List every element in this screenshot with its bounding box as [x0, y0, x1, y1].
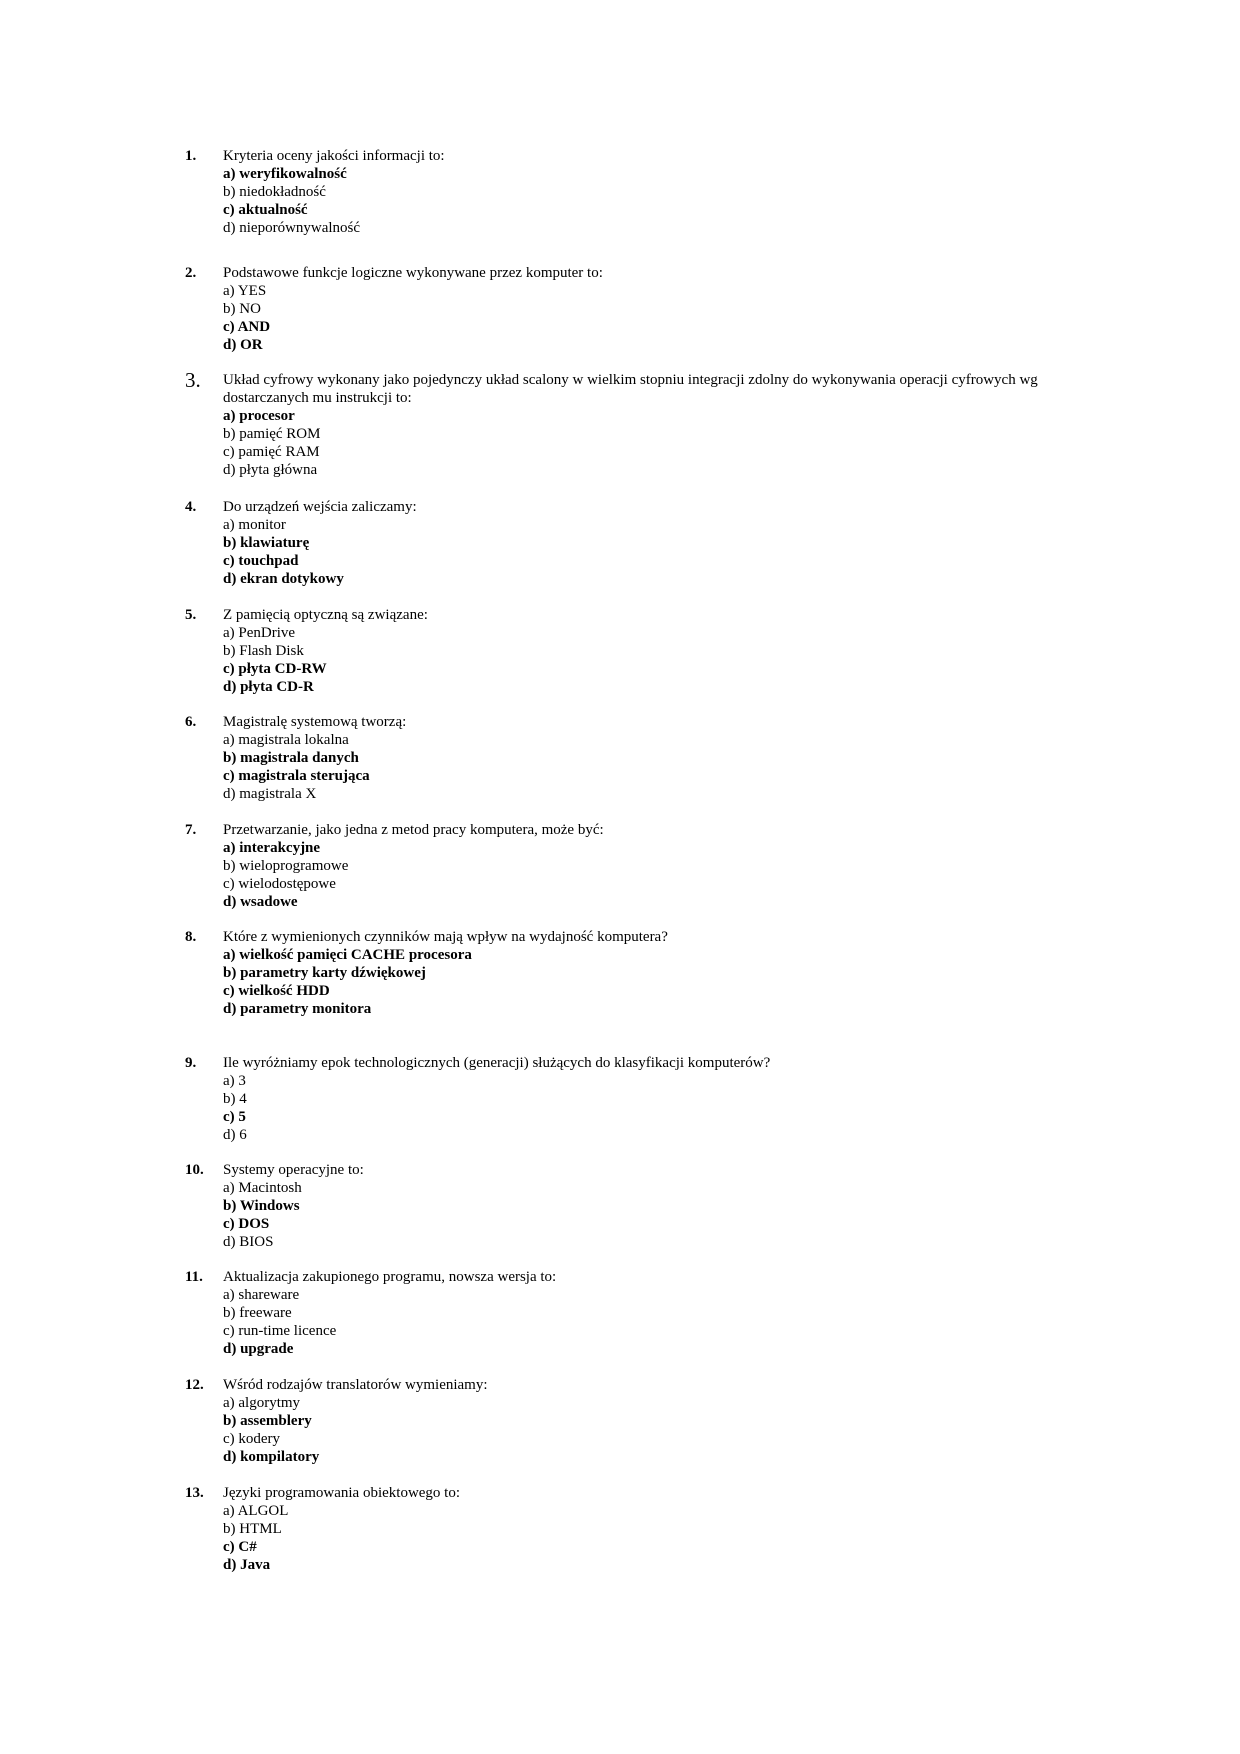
answer-option: c) płyta CD-RW — [223, 661, 327, 677]
answer-option: c) DOS — [223, 1216, 270, 1232]
answer-options — [185, 731, 1090, 803]
answer-options — [185, 1286, 1090, 1358]
answer-option: a) YES — [223, 283, 267, 299]
question-number: 5. — [185, 607, 197, 623]
question-text: Kryteria oceny jakości informacji to: — [223, 148, 445, 164]
question-text: Ile wyróżniamy epok technologicznych (generacji) służących do klasyfikacji komputerów? — [223, 1055, 771, 1071]
answer-options — [185, 946, 1090, 1018]
answer-option: d) płyta CD-R — [223, 679, 314, 695]
answer-option: b) HTML — [223, 1521, 282, 1537]
answer-option: c) 5 — [223, 1109, 246, 1125]
question-text: Podstawowe funkcje logiczne wykonywane przez komputer to: — [223, 265, 603, 281]
answer-option: b) Windows — [223, 1198, 300, 1214]
question-5 — [185, 606, 1090, 696]
answer-option: c) AND — [223, 319, 271, 335]
question-text: Systemy operacyjne to: — [223, 1162, 364, 1178]
answer-option: c) pamięć RAM — [223, 444, 320, 460]
answer-options — [185, 282, 1090, 354]
answer-option: c) C# — [223, 1539, 257, 1555]
answer-options — [185, 1179, 1090, 1251]
question-number: 9. — [185, 1055, 197, 1071]
question-text: Układ cyfrowy wykonany jako pojedynczy układ scalony w wielkim stopniu integracji zdolny do wykonywania operacji cyfrowych wg dostarczanych mu instrukcji to: — [223, 372, 1038, 406]
question-number: 4. — [185, 499, 197, 515]
answer-option: a) wielkość pamięci CACHE procesora — [223, 947, 472, 963]
answer-option: d) OR — [223, 337, 263, 353]
answer-option: d) parametry monitora — [223, 1001, 372, 1017]
answer-option: b) magistrala danych — [223, 750, 359, 766]
answer-option: b) parametry karty dźwiękowej — [223, 965, 426, 981]
question-number: 8. — [185, 929, 197, 945]
answer-option: a) algorytmy — [223, 1395, 301, 1411]
question-text: Języki programowania obiektowego to: — [223, 1485, 461, 1501]
answer-options — [185, 1072, 1090, 1144]
answer-option: c) wielodostępowe — [223, 876, 336, 892]
question-7 — [185, 821, 1090, 911]
question-13 — [185, 1484, 1090, 1574]
answer-option: a) 3 — [223, 1073, 246, 1089]
question-number: 11. — [185, 1269, 203, 1285]
question-2 — [185, 264, 1090, 354]
question-number: 7. — [185, 822, 197, 838]
question-header — [185, 606, 1090, 624]
question-header — [185, 147, 1090, 165]
answer-option: c) aktualność — [223, 202, 308, 218]
answer-option: b) Flash Disk — [223, 643, 304, 659]
question-number: 10. — [185, 1162, 204, 1178]
question-8 — [185, 928, 1090, 1018]
question-text: Magistralę systemową tworzą: — [223, 714, 407, 730]
answer-option: d) nieporównywalność — [223, 220, 361, 236]
question-header — [185, 1484, 1090, 1502]
question-text: Które z wymienionych czynników mają wpływ na wydajność komputera? — [223, 929, 668, 945]
answer-option: c) kodery — [223, 1431, 281, 1447]
answer-option: d) Java — [223, 1557, 271, 1573]
answer-option: c) touchpad — [223, 553, 299, 569]
answer-option: a) ALGOL — [223, 1503, 289, 1519]
answer-option: b) 4 — [223, 1091, 247, 1107]
question-1 — [185, 147, 1090, 237]
answer-option: b) wieloprogramowe — [223, 858, 349, 874]
answer-option: b) freeware — [223, 1305, 292, 1321]
question-text: Z pamięcią optyczną są związane: — [223, 607, 428, 623]
answer-option: a) shareware — [223, 1287, 300, 1303]
answer-option: c) run-time licence — [223, 1323, 337, 1339]
question-number: 3. — [185, 368, 201, 392]
answer-options — [185, 165, 1090, 237]
answer-option: b) klawiaturę — [223, 535, 310, 551]
answer-option: a) Macintosh — [223, 1180, 302, 1196]
question-header — [185, 713, 1090, 731]
answer-option: a) PenDrive — [223, 625, 296, 641]
answer-options — [185, 1502, 1090, 1574]
question-9 — [185, 1054, 1090, 1144]
question-text: Przetwarzanie, jako jedna z metod pracy komputera, może być: — [223, 822, 604, 838]
answer-option: a) monitor — [223, 517, 286, 533]
answer-option: d) płyta główna — [223, 462, 318, 478]
question-number: 1. — [185, 148, 197, 164]
answer-option: d) BIOS — [223, 1234, 274, 1250]
question-header — [185, 1376, 1090, 1394]
answer-option: a) magistrala lokalna — [223, 732, 349, 748]
question-header — [185, 1054, 1090, 1072]
question-4 — [185, 498, 1090, 588]
question-number: 12. — [185, 1377, 204, 1393]
question-3 — [185, 368, 1090, 479]
answer-option: a) weryfikowalność — [223, 166, 347, 182]
answer-option: d) upgrade — [223, 1341, 294, 1357]
answer-options — [185, 516, 1090, 588]
answer-option: c) wielkość HDD — [223, 983, 330, 999]
question-number: 13. — [185, 1485, 204, 1501]
question-header — [185, 498, 1090, 516]
question-text: Do urządzeń wejścia zaliczamy: — [223, 499, 417, 515]
question-6 — [185, 713, 1090, 803]
answer-option: d) magistrala X — [223, 786, 317, 802]
question-11 — [185, 1268, 1090, 1358]
answer-option: d) wsadowe — [223, 894, 298, 910]
question-header — [185, 1161, 1090, 1179]
question-text: Aktualizacja zakupionego programu, nowsza wersja to: — [223, 1269, 557, 1285]
answer-option: b) NO — [223, 301, 261, 317]
answer-option: b) assemblery — [223, 1413, 312, 1429]
answer-option: d) kompilatory — [223, 1449, 320, 1465]
answer-options — [185, 839, 1090, 911]
answer-option: d) ekran dotykowy — [223, 571, 344, 587]
question-10 — [185, 1161, 1090, 1251]
answer-options — [185, 407, 1090, 479]
answer-option: d) 6 — [223, 1127, 247, 1143]
answer-option: a) interakcyjne — [223, 840, 321, 856]
answer-options — [185, 1394, 1090, 1466]
question-header — [185, 1268, 1090, 1286]
answer-option: c) magistrala sterująca — [223, 768, 370, 784]
answer-option: b) pamięć ROM — [223, 426, 321, 442]
question-number: 6. — [185, 714, 197, 730]
question-text: Wśród rodzajów translatorów wymieniamy: — [223, 1377, 488, 1393]
question-header — [185, 264, 1090, 282]
question-12 — [185, 1376, 1090, 1466]
answer-option: a) procesor — [223, 408, 295, 424]
answer-options — [185, 624, 1090, 696]
question-number: 2. — [185, 265, 197, 281]
question-header — [185, 928, 1090, 946]
question-header — [185, 368, 1090, 407]
answer-option: b) niedokładność — [223, 184, 326, 200]
question-header — [185, 821, 1090, 839]
